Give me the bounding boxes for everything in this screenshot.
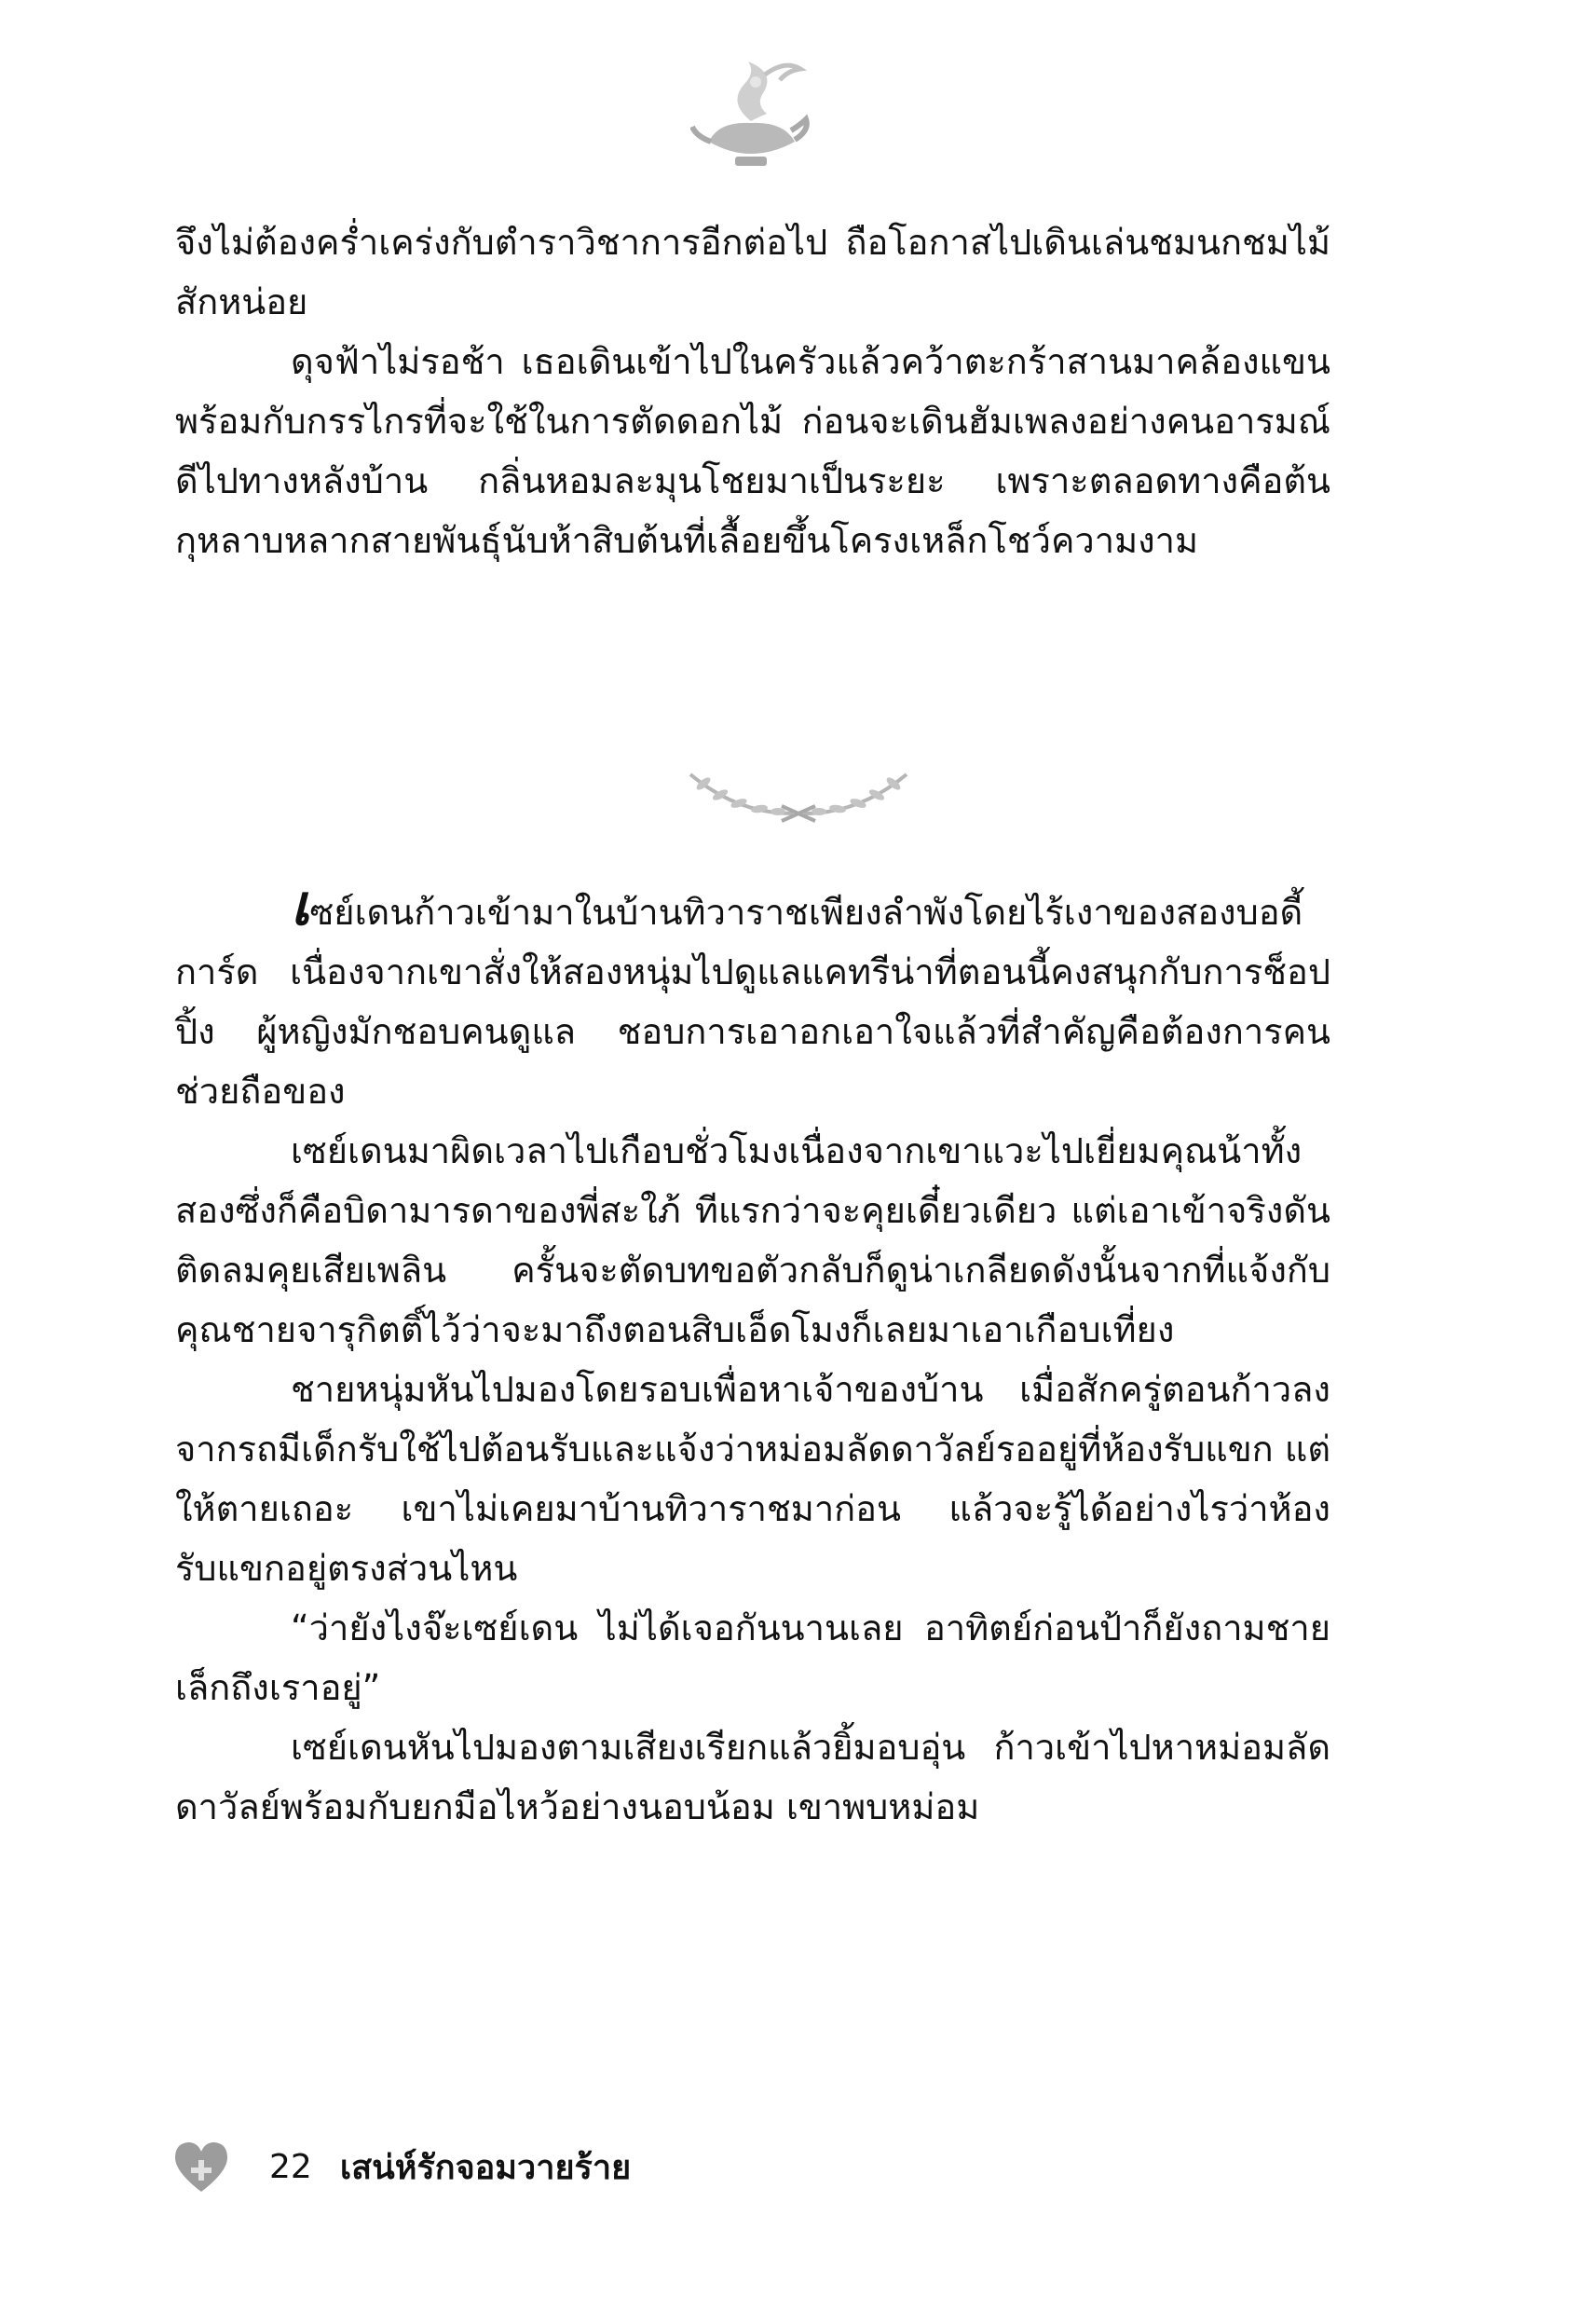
laurel-divider-icon	[681, 759, 916, 834]
paragraph: ดุจฟ้าไม่รอช้า เธอเดินเข้าไปในครัวแล้วคว้าตะกร้าสานมาคล้องแขนพร้อมกับกรรไกรที่จะใช้ในการตัดดอกไม้ ก่อนจะเดินฮัมเพลงอย่างคนอารมณ์ดีไปทางหลังบ้าน กลิ่นหอมละมุนโชยมาเป็นระยะ เพราะตลอดทางคือต้นกุหลาบหลากสายพันธุ์นับห้าสิบต้นที่เลื้อยขึ้นโครงเหล็กโชว์ความงาม	[175, 341, 1330, 561]
page-footer	[172, 2134, 631, 2199]
book-title: เสน่ห์รักจอมวายร้าย	[339, 2148, 632, 2187]
genie-lamp-icon	[690, 56, 812, 177]
section-2-text	[175, 873, 1330, 1837]
section-1-text	[175, 212, 1330, 570]
paragraph: เซย์เดนหันไปมองตามเสียงเรียกแล้วยิ้มอบอุ่น ก้าวเข้าไปหาหม่อมลัดดาวัลย์พร้อมกับยกมือไหว้อย่างนอบน้อม เขาพบหม่อม	[175, 1727, 1330, 1827]
paragraph: “ว่ายังไงจ๊ะเซย์เดน ไม่ได้เจอกันนานเลย อาทิตย์ก่อนป้าก็ยังถามชายเล็กถึงเราอยู่”	[175, 1607, 1330, 1708]
dropcap: เ	[291, 873, 310, 938]
paragraph: ชายหนุ่มหันไปมองโดยรอบเพื่อหาเจ้าของบ้าน เมื่อสักครู่ตอนก้าวลงจากรถมีเด็กรับใช้ไปต้อนรับและแจ้งว่าหม่อมลัดดาวัลย์รออยู่ที่ห้องรับแขก แต่ให้ตายเถอะ เขาไม่เคยมาบ้านทิวาราชมาก่อน แล้วจะรู้ได้อย่างไรว่าห้องรับแขกอยู่ตรงส่วนไหน	[175, 1369, 1330, 1589]
page-number: 22	[269, 2147, 312, 2186]
paragraph: จึงไม่ต้องคร่ำเคร่งกับตำราวิชาการอีกต่อไป ถือโอกาสไปเดินเล่นชมนกชมไม้สักหน่อย	[175, 222, 1330, 322]
paragraph-text: ซย์เดนก้าวเข้ามาในบ้านทิวาราชเพียงลำพังโดยไร้เงาของสองบอดี้การ์ด เนื่องจากเขาสั่งให้สองหนุ่มไปดูแลแคทรีน่าที่ตอนนี้คงสนุกกับการช็อปปิ้ง ผู้หญิงมักชอบคนดูแล ชอบการเอาอกเอาใจแล้วที่สำคัญคือต้องการคนช่วยถือของ	[175, 892, 1330, 1112]
paragraph: เซย์เดนมาผิดเวลาไปเกือบชั่วโมงเนื่องจากเขาแวะไปเยี่ยมคุณน้าทั้งสองซึ่งก็คือบิดามารดาของพี่สะใภ้ ทีแรกว่าจะคุยเดี๋ยวเดียว แต่เอาเข้าจริงดันติดลมคุยเสียเพลิน ครั้นจะตัดบทขอตัวกลับก็ดูน่าเกลียดดังนั้นจากที่แจ้งกับคุณชายจารุกิตติ์ไว้ว่าจะมาถึงตอนสิบเอ็ดโมงก็เลยมาเอาเกือบเที่ยง	[175, 1130, 1330, 1350]
paragraph	[175, 873, 1330, 1121]
heart-plus-icon	[172, 2140, 230, 2194]
